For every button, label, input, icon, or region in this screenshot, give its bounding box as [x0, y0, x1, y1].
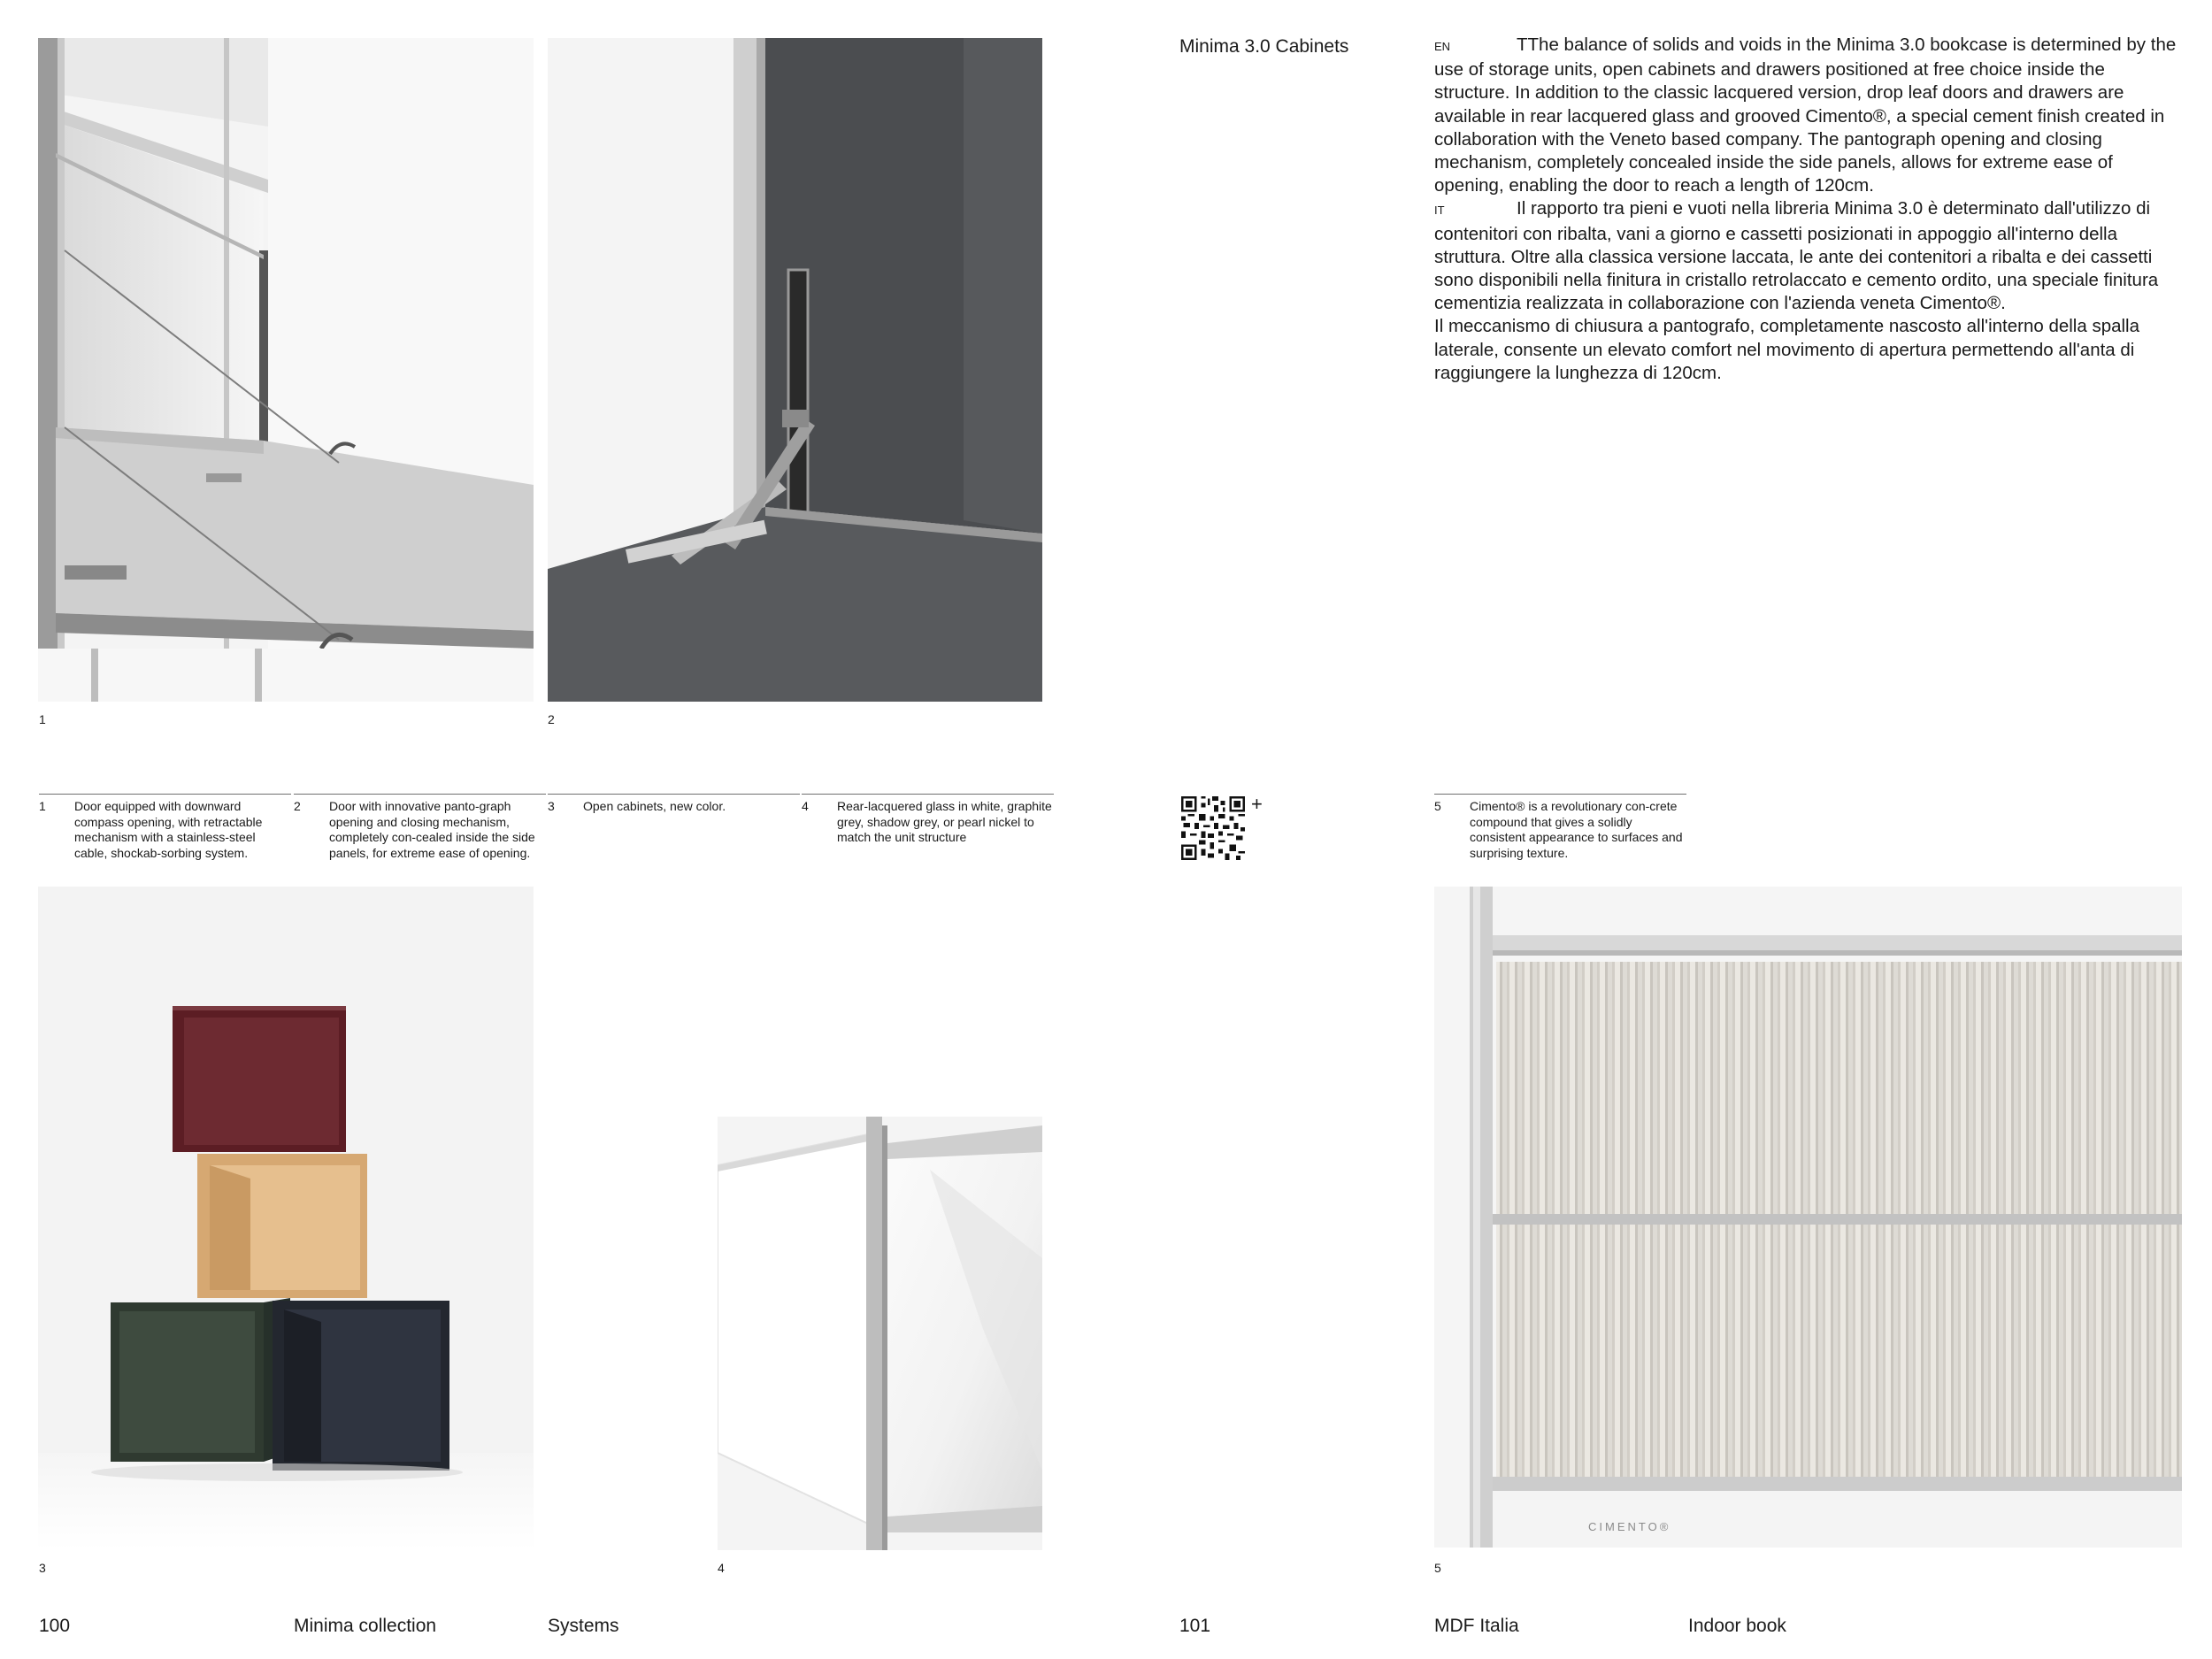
photo-3-open-cabinets — [38, 887, 534, 1550]
cimento-logo: CIMENTO® — [1588, 1520, 1671, 1533]
plus-icon: + — [1251, 793, 1263, 815]
photo-2-pantograph-mechanism — [548, 38, 1042, 702]
figure-number-1: 1 — [39, 712, 46, 726]
photo-4-rear-lacquered-glass — [718, 1117, 1042, 1550]
body-text — [1434, 34, 2182, 385]
section-title: Minima 3.0 Cabinets — [1179, 36, 1349, 57]
caption-text: Rear-lacquered glass in white, graphite grey, shadow grey, or pearl nickel to match the unit structure — [837, 799, 1052, 844]
qr-code-icon[interactable] — [1181, 796, 1245, 860]
figure-number-3: 3 — [39, 1561, 46, 1575]
footer-collection: Minima collection — [294, 1616, 437, 1636]
footer-brand: MDF Italia — [1434, 1616, 1519, 1636]
caption-text: Cimento® is a revolutionary con-crete compound that gives a solidly consistent appearance to surfaces and surprising texture. — [1470, 799, 1683, 860]
page-number-right: 101 — [1179, 1616, 1211, 1636]
photo-1-drop-leaf-door — [38, 38, 534, 702]
language-label-it: IT — [1434, 204, 1445, 218]
footer-book: Indoor book — [1688, 1616, 1786, 1636]
italian-paragraph-2: Il meccanismo di chiusura a pantografo, completamente nascosto all'interno della spalla laterale, consente un elevato comfort nel movimento di apertura permettendo all'anta di raggiungere la lunghezza di 120cm. — [1434, 316, 2140, 383]
page-number-left: 100 — [39, 1616, 71, 1636]
caption-text: Door with innovative panto-graph opening and closing mechanism, completely con-cealed inside the side panels, for extreme ease of opening. — [329, 799, 535, 860]
caption-number: 1 — [39, 799, 46, 813]
caption-number: 3 — [548, 799, 555, 813]
italian-paragraph — [1434, 197, 2182, 315]
english-paragraph — [1434, 34, 2182, 197]
caption-text: Open cabinets, new color. — [583, 799, 726, 813]
caption-number: 5 — [1434, 799, 1441, 813]
caption-number: 2 — [294, 799, 301, 813]
figure-number-4: 4 — [718, 1561, 725, 1575]
caption-2 — [294, 794, 546, 861]
photo-5-cimento-drawers — [1434, 887, 2182, 1548]
caption-3 — [548, 794, 800, 815]
caption-text: Door equipped with downward compass opening, with retractable mechanism with a stainless-steel cable, shockab-sorbing system. — [74, 799, 263, 860]
language-label-en: EN — [1434, 40, 1451, 53]
caption-5 — [1434, 794, 1686, 861]
italian-text: Il rapporto tra pieni e vuoti nella libreria Minima 3.0 è determinato dall'utilizzo di contenitori con ribalta, vani a giorno e cassetti posizionati in appoggio all'interno della struttura. Oltre alla classica versione laccata, le ante dei contenitori a ribalta e dei cassetti sono disponibili nella finitura in cristallo retrolaccato e cemento ordito, una speciale finitura cementizia realizzata in collaborazione con l'azienda veneta Cimento®. — [1434, 198, 2159, 314]
figure-number-5: 5 — [1434, 1561, 1441, 1575]
figure-number-2: 2 — [548, 712, 555, 726]
caption-1 — [39, 794, 291, 861]
footer-section: Systems — [548, 1616, 619, 1636]
caption-number: 4 — [802, 799, 809, 813]
caption-4 — [802, 794, 1054, 846]
english-text: TThe balance of solids and voids in the Minima 3.0 bookcase is determined by the use of storage units, open cabinets and drawers positioned at free choice inside the structure. In addition to the classic lacquered version, drop leaf doors and drawers are available in rear lacquered glass and grooved Cimento®, a special cement finish created in collaboration with the Veneto based company. The pantograph opening and closing mechanism, completely concealed inside the side panels, allows for extreme ease of opening, enabling the door to reach a length of 120cm. — [1434, 35, 2177, 196]
